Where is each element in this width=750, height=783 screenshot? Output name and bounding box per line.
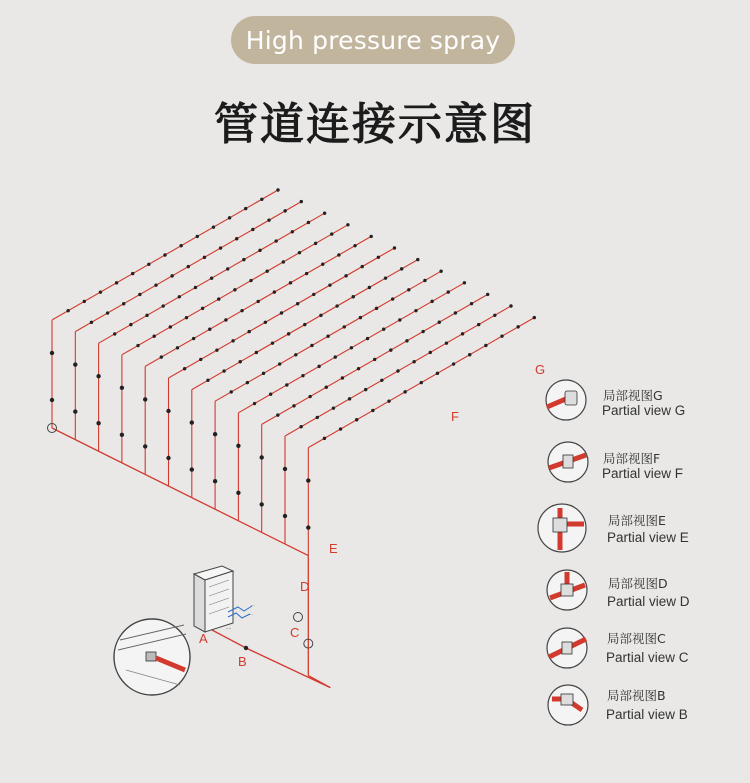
nozzle bbox=[138, 293, 141, 296]
nozzle bbox=[316, 416, 319, 419]
nozzle bbox=[371, 409, 374, 412]
marker-e: E bbox=[329, 541, 338, 556]
nozzle bbox=[147, 263, 150, 266]
nozzle bbox=[285, 383, 288, 386]
nozzle bbox=[199, 358, 202, 361]
nozzle bbox=[321, 263, 324, 266]
svg-text:局部视图F: 局部视图F bbox=[603, 451, 661, 466]
nozzle bbox=[230, 390, 233, 393]
nozzle bbox=[439, 270, 442, 273]
nozzle bbox=[470, 302, 473, 305]
feed-pipe bbox=[212, 630, 246, 648]
nozzle bbox=[325, 386, 328, 389]
nozzle bbox=[468, 353, 471, 356]
svg-text:Partial view E: Partial view E bbox=[607, 530, 689, 545]
riser-fitting bbox=[166, 456, 170, 460]
nozzle bbox=[421, 330, 424, 333]
nozzle bbox=[231, 339, 234, 342]
nozzle bbox=[300, 200, 303, 203]
nozzle bbox=[226, 267, 229, 270]
nozzle bbox=[269, 393, 272, 396]
nozzle bbox=[355, 418, 358, 421]
riser-fitting bbox=[236, 444, 240, 448]
nozzle bbox=[366, 337, 369, 340]
nozzle bbox=[246, 381, 249, 384]
partial-view-d bbox=[547, 570, 690, 610]
nozzle bbox=[412, 360, 415, 363]
nozzle bbox=[314, 242, 317, 245]
nozzle bbox=[136, 344, 139, 347]
nozzle bbox=[267, 218, 270, 221]
nozzle bbox=[145, 314, 148, 317]
nozzle bbox=[477, 323, 480, 326]
nozzle bbox=[484, 344, 487, 347]
page-title: 管道连接示意图 bbox=[214, 99, 536, 150]
nozzle bbox=[206, 379, 209, 382]
nozzle bbox=[400, 267, 403, 270]
riser-fitting bbox=[143, 397, 147, 401]
riser-fitting bbox=[50, 398, 54, 402]
nozzle bbox=[83, 300, 86, 303]
nozzle bbox=[389, 348, 392, 351]
marker-f: F bbox=[451, 409, 459, 424]
nozzle bbox=[344, 274, 347, 277]
marker-d: D bbox=[300, 579, 310, 594]
nozzle bbox=[228, 216, 231, 219]
nozzle bbox=[403, 390, 406, 393]
svg-text:···: ··· bbox=[251, 603, 255, 608]
marker-a: A bbox=[199, 631, 208, 646]
nozzle bbox=[282, 260, 285, 263]
nozzle bbox=[323, 212, 326, 215]
nozzle bbox=[179, 244, 182, 247]
main-header-pipe bbox=[52, 428, 308, 556]
nozzle bbox=[368, 286, 371, 289]
nozzle bbox=[294, 353, 297, 356]
svg-text:Partial view C: Partial view C bbox=[606, 650, 689, 665]
riser-fitting bbox=[120, 386, 124, 390]
nozzle bbox=[373, 358, 376, 361]
svg-text:Partial view F: Partial view F bbox=[602, 466, 684, 481]
nozzle bbox=[239, 360, 242, 363]
nozzle bbox=[380, 379, 383, 382]
nozzle bbox=[208, 328, 211, 331]
nozzle bbox=[258, 249, 261, 252]
nozzle bbox=[317, 365, 320, 368]
marker-g: G bbox=[535, 362, 546, 377]
nozzle bbox=[131, 272, 134, 275]
nozzle bbox=[262, 372, 265, 375]
nozzle bbox=[235, 237, 238, 240]
nozzle bbox=[396, 369, 399, 372]
nozzle bbox=[287, 332, 290, 335]
riser-fitting bbox=[306, 525, 310, 529]
nozzle bbox=[296, 302, 299, 305]
svg-text:····: ···· bbox=[226, 626, 232, 631]
nozzle bbox=[334, 355, 337, 358]
nozzle bbox=[169, 325, 172, 328]
nozzle bbox=[382, 328, 385, 331]
riser-fitting bbox=[96, 421, 100, 425]
partial-view-b bbox=[548, 685, 688, 725]
nozzle bbox=[445, 341, 448, 344]
nozzle bbox=[233, 288, 236, 291]
partial-views-legend bbox=[538, 380, 690, 725]
nozzle bbox=[335, 304, 338, 307]
riser-fitting bbox=[213, 479, 217, 483]
riser-fitting bbox=[96, 374, 100, 378]
nozzle bbox=[454, 311, 457, 314]
fitting-b bbox=[244, 646, 248, 650]
riser-fitting bbox=[283, 467, 287, 471]
riser-fitting bbox=[306, 478, 310, 482]
nozzle bbox=[310, 344, 313, 347]
nozzle bbox=[222, 369, 225, 372]
pump-unit bbox=[194, 566, 255, 632]
nozzle bbox=[430, 300, 433, 303]
nozzle bbox=[274, 239, 277, 242]
nozzle bbox=[242, 258, 245, 261]
nozzle bbox=[299, 425, 302, 428]
nozzle bbox=[115, 281, 118, 284]
nozzle bbox=[255, 351, 258, 354]
riser-fitting bbox=[166, 409, 170, 413]
nozzle bbox=[328, 283, 331, 286]
nozzle bbox=[271, 341, 274, 344]
nozzle bbox=[264, 321, 267, 324]
nozzle bbox=[463, 281, 466, 284]
nozzle bbox=[289, 281, 292, 284]
nozzle bbox=[283, 209, 286, 212]
riser-fitting bbox=[260, 455, 264, 459]
nozzle bbox=[301, 374, 304, 377]
marker-c: C bbox=[290, 625, 300, 640]
nozzle bbox=[330, 232, 333, 235]
riser-fitting bbox=[283, 514, 287, 518]
nozzle bbox=[244, 207, 247, 210]
riser-fitting bbox=[213, 432, 217, 436]
riser-fitting bbox=[236, 491, 240, 495]
nozzle bbox=[298, 251, 301, 254]
nozzle bbox=[305, 272, 308, 275]
nozzle bbox=[364, 388, 367, 391]
riser-fitting bbox=[73, 409, 77, 413]
nozzle bbox=[500, 334, 503, 337]
nozzle bbox=[248, 330, 251, 333]
nozzle bbox=[319, 314, 322, 317]
nozzle bbox=[323, 437, 326, 440]
nozzle bbox=[160, 355, 163, 358]
svg-text:局部视图D: 局部视图D bbox=[608, 576, 668, 591]
nozzle bbox=[370, 235, 373, 238]
pipe-network bbox=[48, 188, 537, 687]
nozzle bbox=[163, 253, 166, 256]
nozzle bbox=[251, 228, 254, 231]
svg-text:局部视图E: 局部视图E bbox=[608, 513, 666, 528]
fitting-ring-c bbox=[294, 613, 303, 622]
nozzle bbox=[192, 337, 195, 340]
nozzle bbox=[509, 304, 512, 307]
nozzle bbox=[170, 274, 173, 277]
nozzle bbox=[187, 265, 190, 268]
nozzle bbox=[384, 276, 387, 279]
nozzle bbox=[240, 309, 243, 312]
nozzle bbox=[113, 332, 116, 335]
svg-text:···: ··· bbox=[249, 612, 253, 617]
nozzle bbox=[352, 295, 355, 298]
header-badge-text: High pressure spray bbox=[245, 25, 501, 55]
nozzle bbox=[66, 309, 69, 312]
nozzle bbox=[486, 293, 489, 296]
nozzle bbox=[215, 348, 218, 351]
nozzle bbox=[423, 279, 426, 282]
marker-b: B bbox=[238, 654, 247, 669]
riser-fitting bbox=[190, 467, 194, 471]
nozzle bbox=[341, 376, 344, 379]
nozzle bbox=[343, 325, 346, 328]
nozzle bbox=[176, 346, 179, 349]
nozzle bbox=[308, 395, 311, 398]
nozzle bbox=[414, 309, 417, 312]
nozzle bbox=[357, 367, 360, 370]
nozzle bbox=[438, 321, 441, 324]
nozzle bbox=[398, 318, 401, 321]
nozzle bbox=[393, 246, 396, 249]
nozzle bbox=[278, 362, 281, 365]
nozzle bbox=[276, 188, 279, 191]
nozzle bbox=[391, 297, 394, 300]
nozzle bbox=[361, 265, 364, 268]
nozzle bbox=[260, 198, 263, 201]
nozzle bbox=[326, 335, 329, 338]
riser-fitting bbox=[143, 444, 147, 448]
nozzle bbox=[429, 351, 432, 354]
riser-fitting bbox=[73, 362, 77, 366]
svg-text:Partial view D: Partial view D bbox=[607, 594, 690, 609]
nozzle bbox=[129, 323, 132, 326]
nozzle bbox=[312, 293, 315, 296]
nozzle bbox=[265, 270, 268, 273]
nozzle bbox=[405, 339, 408, 342]
partial-view-c bbox=[547, 628, 689, 668]
partial-view-e bbox=[538, 504, 689, 552]
nozzle bbox=[346, 223, 349, 226]
svg-text:Partial view B: Partial view B bbox=[606, 707, 688, 722]
nozzle bbox=[307, 221, 310, 224]
nozzle bbox=[359, 316, 362, 319]
svg-text:局部视图C: 局部视图C bbox=[607, 631, 666, 646]
nozzle bbox=[350, 346, 353, 349]
nozzle bbox=[387, 399, 390, 402]
riser-fitting bbox=[260, 502, 264, 506]
nozzle bbox=[452, 362, 455, 365]
nozzle bbox=[447, 290, 450, 293]
nozzle bbox=[291, 230, 294, 233]
nozzle bbox=[210, 277, 213, 280]
nozzle bbox=[161, 304, 164, 307]
nozzle bbox=[332, 406, 335, 409]
nozzle bbox=[375, 307, 378, 310]
svg-text:Partial view G: Partial view G bbox=[602, 403, 686, 418]
riser-fitting bbox=[120, 433, 124, 437]
riser-fitting bbox=[190, 420, 194, 424]
nozzle bbox=[407, 288, 410, 291]
nozzle bbox=[178, 295, 181, 298]
nozzle bbox=[90, 321, 93, 324]
nozzle bbox=[461, 332, 464, 335]
nozzle bbox=[303, 323, 306, 326]
nozzle bbox=[122, 302, 125, 305]
partial-view-f bbox=[548, 442, 683, 482]
nozzle bbox=[203, 256, 206, 259]
nozzle bbox=[219, 246, 222, 249]
partial-view-g bbox=[546, 380, 685, 420]
nozzle bbox=[292, 404, 295, 407]
nozzle bbox=[212, 225, 215, 228]
nozzle bbox=[516, 325, 519, 328]
inlet-detail-zoom bbox=[114, 619, 190, 695]
nozzle bbox=[353, 244, 356, 247]
nozzle bbox=[253, 402, 256, 405]
nozzle bbox=[183, 367, 186, 370]
svg-text:局部视图B: 局部视图B bbox=[607, 688, 666, 703]
nozzle bbox=[276, 413, 279, 416]
nozzle bbox=[280, 311, 283, 314]
riser-fitting bbox=[50, 351, 54, 355]
nozzle bbox=[257, 300, 260, 303]
nozzle bbox=[377, 256, 380, 259]
nozzle bbox=[420, 381, 423, 384]
nozzle bbox=[533, 316, 536, 319]
nozzle bbox=[273, 290, 276, 293]
nozzle bbox=[106, 311, 109, 314]
nozzle bbox=[249, 279, 252, 282]
nozzle bbox=[201, 307, 204, 310]
nozzle bbox=[348, 397, 351, 400]
feed-pipe bbox=[246, 648, 330, 688]
nozzle bbox=[217, 297, 220, 300]
nozzle bbox=[99, 290, 102, 293]
nozzle bbox=[196, 235, 199, 238]
nozzle bbox=[224, 318, 227, 321]
nozzle bbox=[185, 316, 188, 319]
nozzle bbox=[152, 335, 155, 338]
nozzle bbox=[194, 286, 197, 289]
nozzle bbox=[337, 253, 340, 256]
nozzle bbox=[436, 372, 439, 375]
nozzle bbox=[493, 314, 496, 317]
nozzle bbox=[154, 283, 157, 286]
nozzle bbox=[416, 258, 419, 261]
marker-labels bbox=[199, 362, 545, 669]
nozzle bbox=[339, 427, 342, 430]
svg-text:局部视图G: 局部视图G bbox=[603, 388, 663, 403]
